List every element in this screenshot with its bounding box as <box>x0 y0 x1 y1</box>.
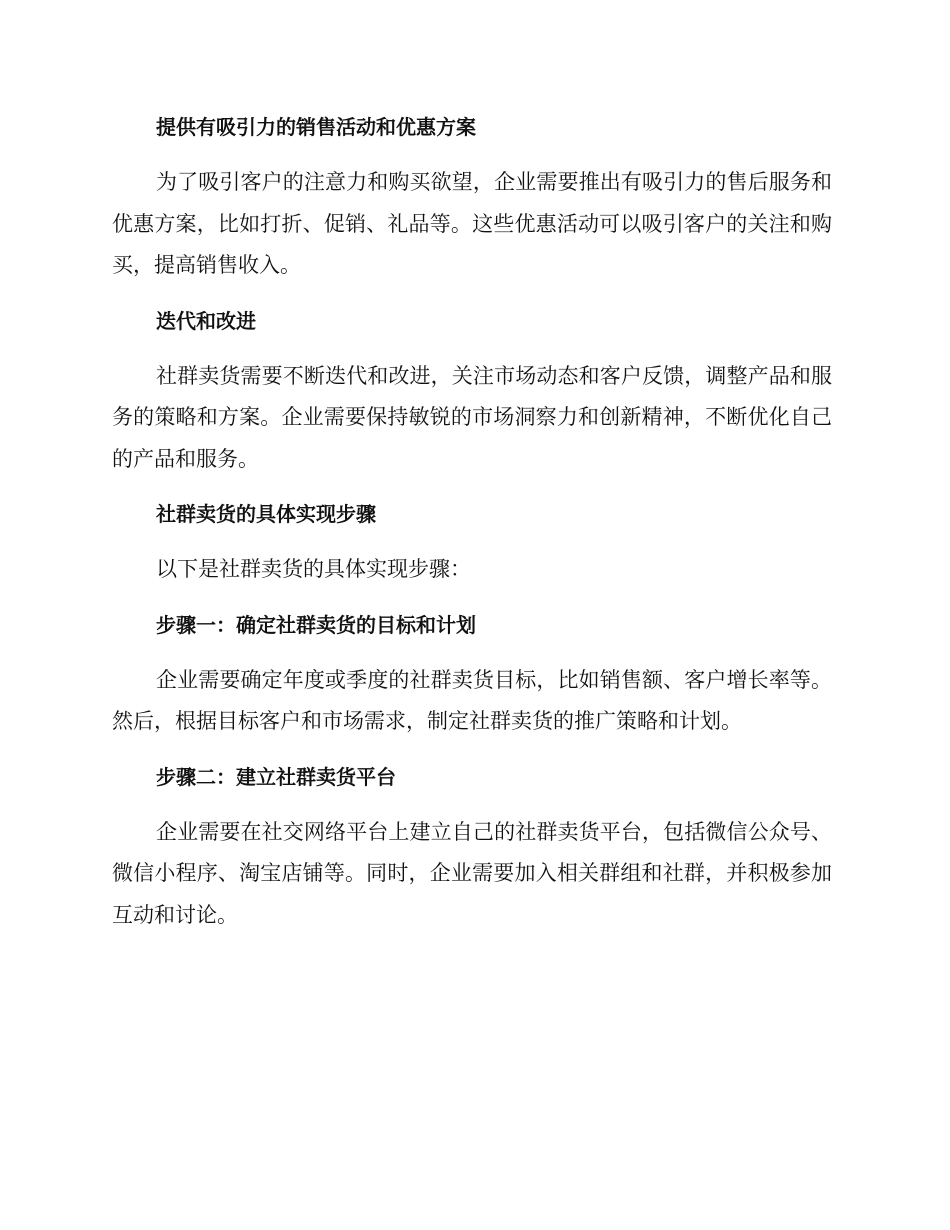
section-paragraph: 为了吸引客户的注意力和购买欲望，企业需要推出有吸引力的售后服务和优惠方案，比如打折、促销、礼品等。这些优惠活动可以吸引客户的关注和购买，提高销售收入。 <box>112 170 832 277</box>
section-heading: 步骤一：确定社群卖货的目标和计划 <box>156 612 476 637</box>
section-heading: 社群卖货的具体实现步骤 <box>156 502 376 526</box>
section-heading: 步骤二：建立社群卖货平台 <box>156 764 396 789</box>
section-paragraph: 企业需要在社交网络平台上建立自己的社群卖货平台，包括微信公众号、微信小程序、淘宝店铺等。同时，企业需要加入相关群组和社群，并积极参加互动和讨论。 <box>112 819 832 927</box>
section-paragraph: 以下是社群卖货的具体实现步骤： <box>156 557 471 581</box>
section-heading: 迭代和改进 <box>156 308 256 333</box>
section-paragraph: 社群卖货需要不断迭代和改进，关注市场动态和客户反馈，调整产品和服务的策略和方案。企业需要保持敏锐的市场洞察力和创新精神，不断优化自己的产品和服务。 <box>112 363 832 471</box>
section-paragraph: 企业需要确定年度或季度的社群卖货目标，比如销售额、客户增长率等。然后，根据目标客户和市场需求，制定社群卖货的推广策略和计划。 <box>112 667 832 733</box>
section-heading: 提供有吸引力的销售活动和优惠方案 <box>156 115 476 139</box>
document-page <box>112 107 832 936</box>
